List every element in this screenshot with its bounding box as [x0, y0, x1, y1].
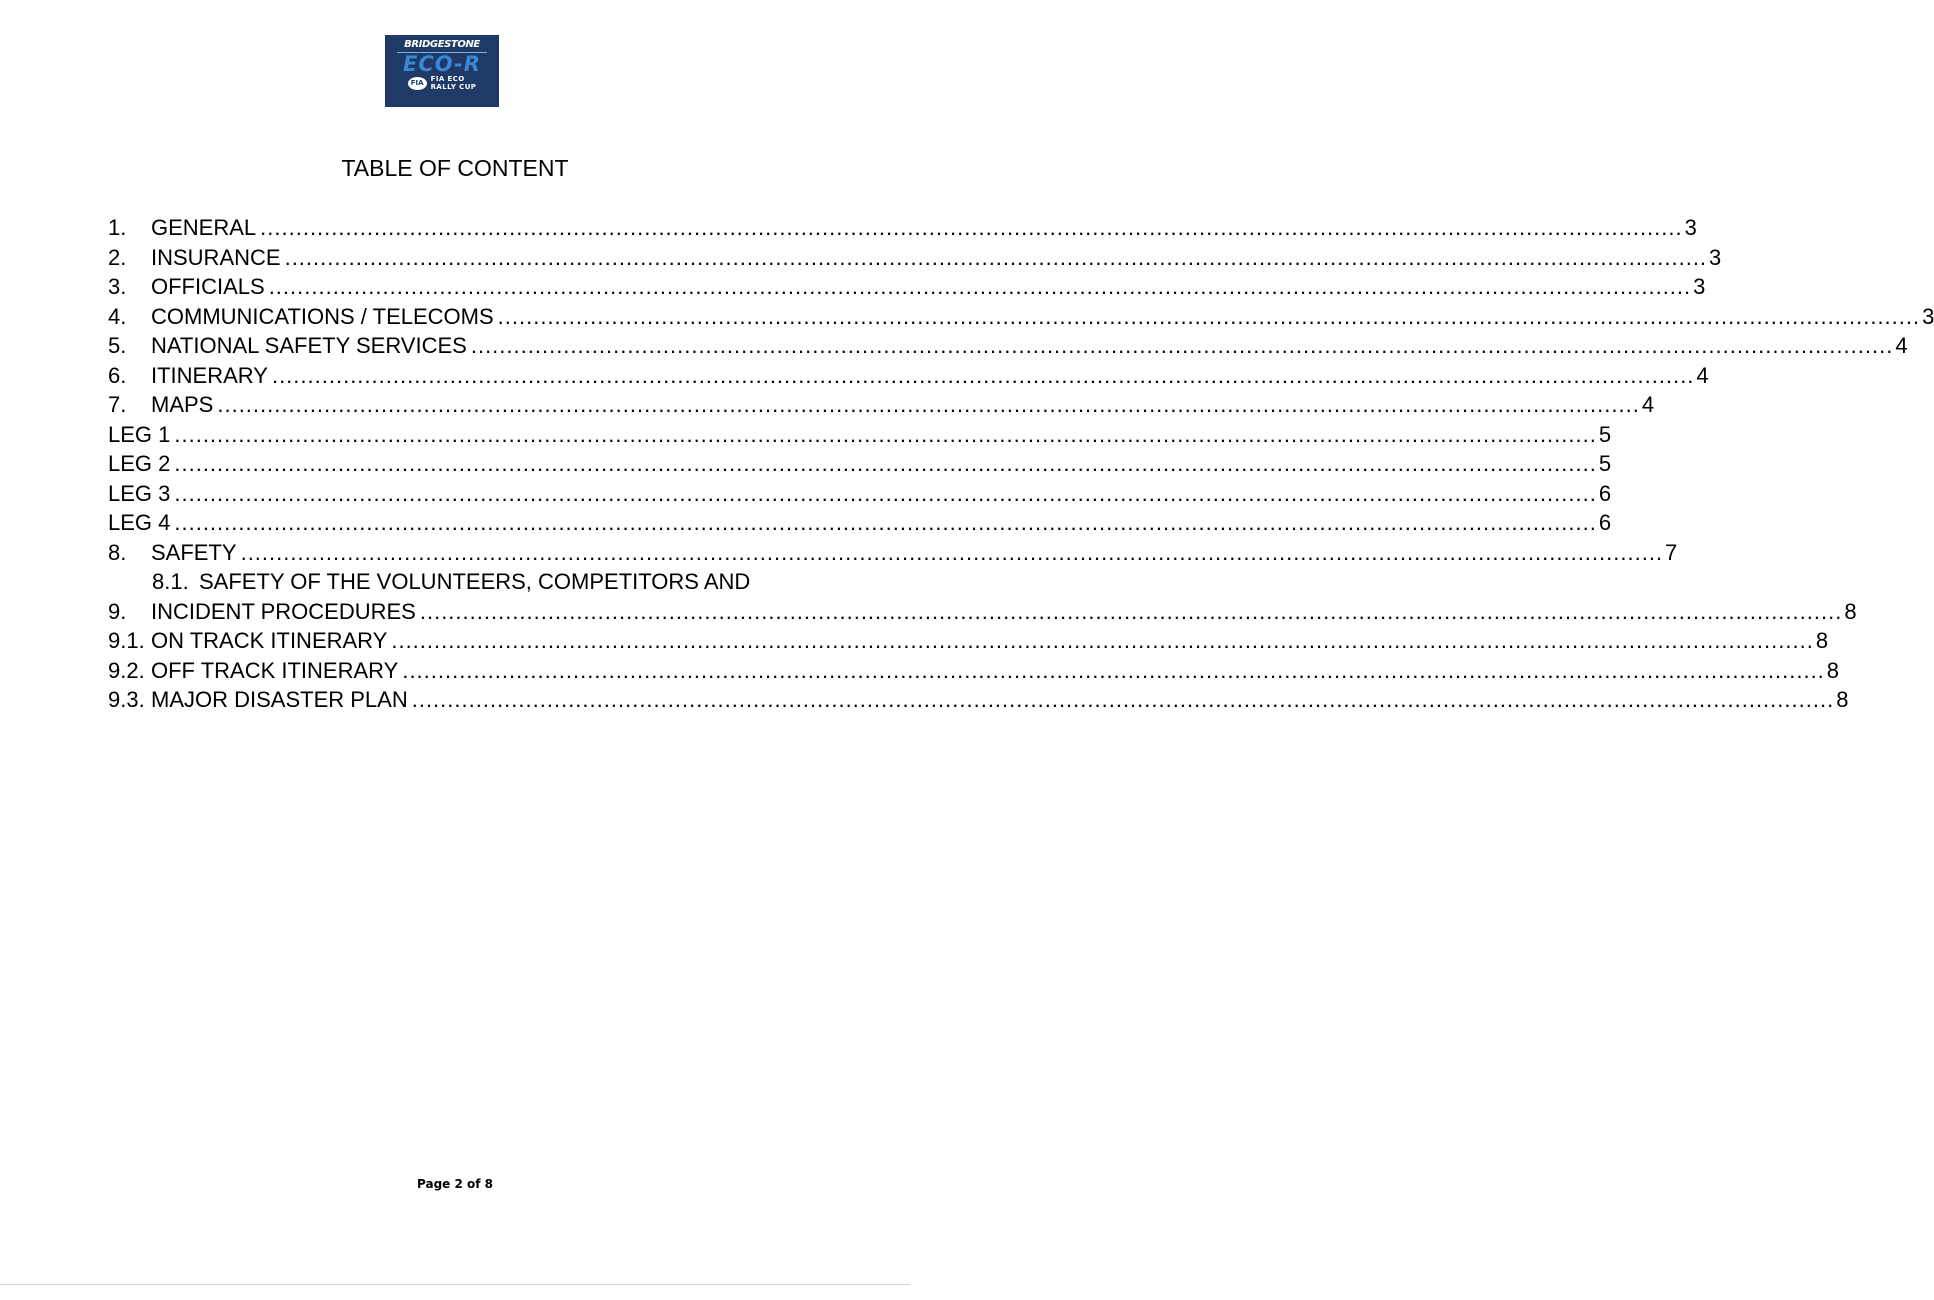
- toc-page: 5: [1598, 421, 1612, 447]
- toc-page: 3: [1684, 215, 1697, 240]
- toc-page: 4: [1696, 362, 1709, 388]
- toc-leader: ........................................................................................................................................................................................................: [497, 303, 1921, 329]
- toc-label: ON TRACK ITINERARY: [151, 628, 388, 653]
- toc-leader: ........................................................................................................................................................................................................: [470, 333, 1894, 358]
- toc-label: LEG 1: [108, 421, 171, 447]
- toc-page: 8: [1826, 657, 1840, 683]
- fia-badge-icon: FIA: [408, 77, 427, 90]
- toc-label: SAFETY OF THE VOLUNTEERS, COMPETITORS AND: [199, 569, 751, 594]
- toc-page: 7: [1665, 539, 1678, 565]
- toc-leader: ........................................................................................................................................................................................................: [174, 480, 1597, 506]
- toc-leader: ........................................................................................................................................................................................................: [174, 451, 1597, 476]
- toc-label: INSURANCE: [151, 244, 281, 270]
- toc-leader: ........................................................................................................................................................................................................: [240, 539, 1664, 565]
- toc-entry-officials[interactable]: [108, 272, 1706, 302]
- toc-number: 9.1.: [108, 628, 145, 653]
- page-footer: Page 2 of 8: [417, 1177, 493, 1191]
- toc-entry-leg-2[interactable]: [108, 449, 1612, 479]
- toc-leader: ........................................................................................................................................................................................................: [217, 392, 1640, 417]
- toc-number: 6.: [108, 362, 127, 388]
- page-title: TABLE OF CONTENT: [341, 155, 569, 181]
- toc-leader: ........................................................................................................................................................................................................: [271, 362, 1695, 388]
- toc-entry-leg-1[interactable]: [108, 420, 1612, 450]
- toc-leader: ........................................................................................................................................................................................................: [260, 215, 1683, 240]
- toc-label: MAJOR DISASTER PLAN: [151, 687, 408, 712]
- toc-leader: ........................................................................................................................................................................................................: [174, 510, 1597, 535]
- toc-number: 8.1.: [152, 569, 189, 594]
- toc-entry-off-track-itinerary[interactable]: [108, 656, 1840, 686]
- toc-label: LEG 4: [108, 510, 171, 535]
- logo-cup-line-2: RALLY CUP: [430, 83, 477, 91]
- toc-label: NATIONAL SAFETY SERVICES: [151, 333, 467, 358]
- toc-page: 4: [1641, 392, 1655, 417]
- logo-footer: [391, 75, 493, 91]
- toc-label: LEG 3: [108, 480, 171, 506]
- toc-label: INCIDENT PROCEDURES: [151, 598, 416, 624]
- toc-leader: ........................................................................................................................................................................................................: [174, 421, 1597, 447]
- toc-entry-itinerary[interactable]: [108, 361, 1709, 391]
- toc-label: MAPS: [151, 392, 214, 417]
- toc-entry-leg-3[interactable]: [108, 479, 1612, 509]
- toc-page: 3: [1922, 303, 1934, 329]
- toc-entry-major-disaster-plan[interactable]: [108, 685, 1849, 715]
- toc-entry-communications[interactable]: [108, 302, 1934, 332]
- toc-page: 8: [1836, 687, 1849, 712]
- toc-label: OFF TRACK ITINERARY: [151, 657, 399, 683]
- toc-entry-incident-procedures[interactable]: [108, 597, 1857, 627]
- logo-brand-text: BRIDGESTONE: [404, 39, 480, 50]
- logo-cup-line-1: FIA ECO: [430, 75, 465, 83]
- logo-product-text: ECO-R: [403, 52, 481, 76]
- toc-leader: ........................................................................................................................................................................................................: [402, 657, 1825, 683]
- toc-page: 8: [1815, 628, 1829, 653]
- toc-number: 1.: [108, 215, 127, 240]
- toc-page: 5: [1598, 451, 1612, 476]
- toc-entry-general[interactable]: [108, 213, 1697, 243]
- toc-number: 5.: [108, 333, 127, 358]
- toc-page: 3: [1693, 274, 1706, 299]
- toc-entry-on-track-itinerary[interactable]: [108, 626, 1829, 656]
- toc-leader: ........................................................................................................................................................................................................: [391, 628, 1814, 653]
- toc-page: 6: [1598, 510, 1612, 535]
- bridgestone-eco-r-logo: [385, 35, 499, 107]
- toc-leader: ........................................................................................................................................................................................................: [268, 274, 1692, 299]
- toc-label: COMMUNICATIONS / TELECOMS: [151, 303, 494, 329]
- toc-leader: ........................................................................................................................................................................................................: [411, 687, 1835, 712]
- toc-entry-insurance[interactable]: [108, 243, 1722, 273]
- toc-page: 6: [1598, 480, 1612, 506]
- toc-entry-maps[interactable]: [108, 390, 1655, 420]
- table-of-contents: [108, 213, 1934, 715]
- toc-label: GENERAL: [151, 215, 257, 240]
- toc-entry-safety[interactable]: [108, 538, 1678, 568]
- toc-number: 4.: [108, 303, 127, 329]
- logo-cup-text: [431, 75, 477, 91]
- toc-leader: ........................................................................................................................................................................................................: [419, 598, 1843, 624]
- toc-page: 3: [1709, 244, 1722, 270]
- toc-number: 8.: [108, 539, 127, 565]
- toc-number: 9.2.: [108, 657, 145, 683]
- toc-label: OFFICIALS: [151, 274, 265, 299]
- toc-number: 2.: [108, 244, 127, 270]
- toc-label: SAFETY: [151, 539, 237, 565]
- toc-page: 4: [1895, 333, 1908, 358]
- toc-page: 8: [1844, 598, 1857, 624]
- toc-leader: ........................................................................................................................................................................................................: [284, 244, 1708, 270]
- toc-number: 3.: [108, 274, 127, 299]
- toc-entry-safety-of-volunteers[interactable]: [108, 567, 802, 597]
- page-bottom-divider: [0, 1284, 910, 1285]
- toc-entry-national-safety-services[interactable]: [108, 331, 1908, 361]
- toc-number: 9.: [108, 598, 127, 624]
- toc-number: 7.: [108, 392, 127, 417]
- toc-label: ITINERARY: [151, 362, 268, 388]
- toc-label: LEG 2: [108, 451, 171, 476]
- toc-entry-leg-4[interactable]: [108, 508, 1612, 538]
- toc-number: 9.3.: [108, 687, 145, 712]
